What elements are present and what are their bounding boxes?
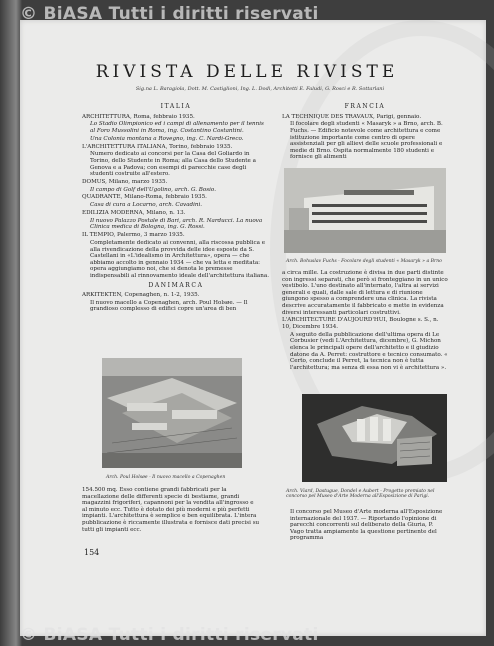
section-heading-italia: ITALIA	[160, 103, 192, 110]
entry-line: Il campo di Golf dell'Ugolino, arch. G. Bosio.	[90, 186, 216, 193]
entry-line: Lo Stadio Olimpionico ed i campi di allenamento per il tennis al Foro Mussolini in Roma, ing. Costantino Costantini.	[90, 121, 264, 134]
entry-line: Numero dedicato ai concorsi per la Casa del Goliardo in Torino, dello Studente in Roma; alla Casa dello Studente a Genova e a Padova; con esempi di parecchie case degli studenti costruite all'estero.	[90, 151, 256, 178]
section-heading-francia: FRANCIA	[344, 103, 386, 110]
entry-line: EDILIZIA MODERNA, Milano, n. 13.	[82, 210, 186, 216]
left-column	[82, 104, 270, 314]
right-column	[282, 104, 448, 162]
entry-line: DOMUS, Milano, marzo 1935.	[82, 178, 168, 185]
right-after-photo-text	[282, 509, 448, 543]
entry-line: Casa di cura a Locarno, arch. Cavadini.	[90, 202, 203, 209]
entry-line: Completamente dedicato ai convenni, alla riscossa pubblica e alla rivendicazione della provvida delle idee esposte da S. Castellani in «L'idealismo in Architettura», opera — che abbiamo accolto in gennaio 1934 — che va letta e meditata: opera aggiungiamo noi, che si denota le premesse indispensabili al rinnovamento ideale dell'architettura italiana.	[90, 239, 269, 279]
page-number: 154	[84, 548, 100, 557]
watermark-top: © BiASA Tutti i diritti riservati	[20, 4, 319, 24]
entry-line: ARCHITETTURA, Roma, febbraio 1935.	[82, 113, 195, 120]
entry-line: IL TEMPIO, Palermo, 3 marzo 1935.	[82, 232, 185, 239]
caption-right-photo-2: Arch. Viard, Dastugue, Dondel e Aubert - Progetto premiato nel concorso pel Museo d'Arte Moderna all'Esposizione di Parigi.	[286, 489, 435, 500]
caption-left-photo: Arch. Poul Holsøe - Il nuovo macello a Copenaghen	[106, 475, 226, 480]
photo-masaryk-dormitory	[284, 168, 446, 253]
right-mid-text	[282, 270, 448, 372]
entry-line: QUADRANTE, Milano-Roma, febbraio 1935.	[82, 194, 207, 201]
paragraph: 154.500 mq. Esso contiene grandi fabbricati per la macellazione delle differenti specie di bestiame, grandi magazzini frigoriferi, capannoni per la vendita all'ingrosso e al minuto ecc. Tutto è dotato dei più moderni e più perfetti impianti. L'architettura è semplice e ben equilibrata. L'intera pubblicazione è riccamente illustrata e fornisce dati precisi su tutti gli impianti ecc.	[82, 487, 260, 533]
entry-line: Il focolare degli studenti « Masaryk » a Brno, arch. B. Fuchs. — Edificio notevole come architettura e come istituzione importante come centro di opere assistenziali per gli allievi delle scuole professionali e medie di Brno. Ospita normalmente 180 studenti e fornisce gli alimenti	[290, 121, 443, 161]
photo-slaughterhouse	[102, 358, 242, 468]
watermark-bottom: © BiASA Tutti i diritti riservati	[20, 625, 319, 645]
section-heading-danimarca: DANIMARCA	[148, 281, 204, 289]
entry-line: Una Colonia montana a Rovegno, ing. C. Nardi-Greco.	[90, 135, 244, 142]
editors-line: Sig.na L. Baragiola, Dott. M. Castiglioni, Ing. L. Dodi, Architetti E. Faludi, G. Rosci e R. Sottarlani	[135, 86, 385, 92]
photo-museum-project	[302, 394, 447, 482]
page-title: RIVISTA DELLE RIVISTE	[95, 62, 399, 82]
entry-line: Il nuovo Palazzo Postale di Bari, arch. R. Narducci. La nuova Clinica medica di Bologna, ing. G. Rossi.	[90, 217, 263, 231]
entry-line: LA TECHNIQUE DES TRAVAUX, Parigi, gennaio.	[282, 113, 422, 120]
left-after-photo-text	[82, 487, 260, 534]
entry-line: L'ARCHITETTURA ITALIANA, Torino, febbraio 1935.	[82, 143, 233, 150]
paragraph: A seguito della pubblicazione dell'ultima opera di Le Corbusier (vedi L'Architettura, dicembre), G. Michon elenca le principali opere dell'architetto e il giudizio datone da A. Perret: costruttore e tecnico consumato. « Certo, conclude il Perret, la tecnica non è tutta l'architettura; ma senza di essa non vi è architettura ».	[290, 331, 448, 371]
entry-line: ARKITEKTEN, Copenaghen, n. 1-2, 1935.	[82, 292, 200, 299]
caption-right-photo-1: Arch. Bohuslav Fuchs - Focolare degli studenti « Masaryk » a Brno	[286, 259, 442, 264]
paragraph: a circa mille. La costruzione è divisa in due parti distinte con ingressi separati, che però si fronteggiano in un unico vestibolo. L'uno destinato all'internato, l'altra ai servizi generali e quali, dalle sale di lettura e di riunione giungono spesso a comprendere una clinica. La rivista descrive accuratamente il fabbricato e mette in evidenza diversi interessanti particolari costruttivi.	[282, 270, 448, 316]
paragraph: Il concorso pel Museo d'Arte moderna all'Esposizione internazionale del 1937. — Riportando l'opinione di parecchi concorrenti sul deliberato della Giuria, P. Vago tratta ampiamente la questione pertinente del programma	[290, 509, 443, 542]
entry-line: Il nuovo macello a Copenaghen, arch. Poul Holsøe. — Il grandioso complesso di edifici copre un'area di ben	[90, 299, 248, 313]
entry-line: L'ARCHITECTURE D'AUJOURD'HUI, Boulogne s. S., n. 10, Dicembre 1934.	[282, 317, 439, 330]
